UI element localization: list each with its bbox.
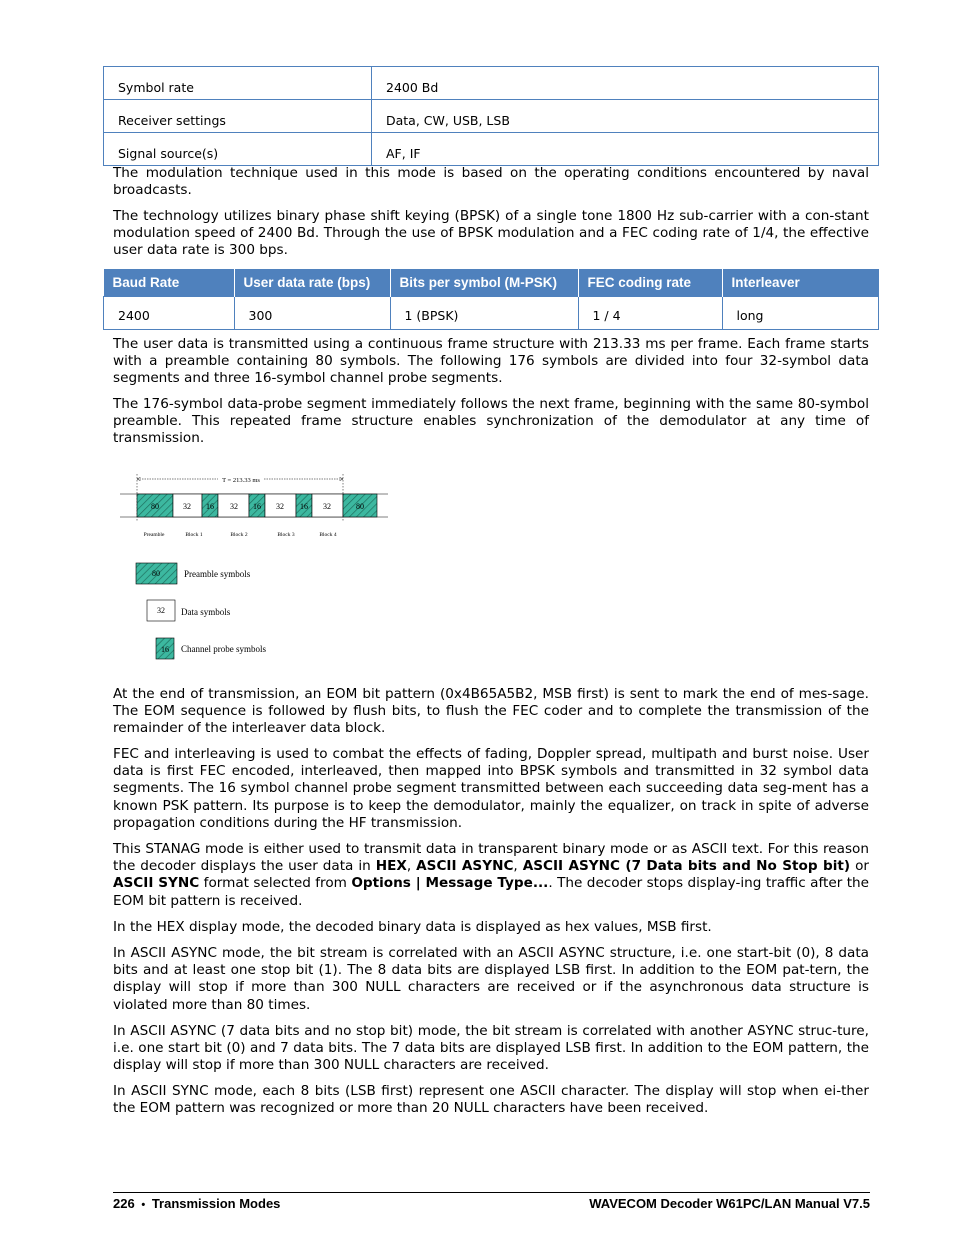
table-cell: Data, CW, USB, LSB [372,100,879,133]
table-cell: Signal source(s) [104,133,372,166]
paragraph: The modulation technique used in this mode is based on the operating conditions encountered by naval broadcasts. [113,165,869,199]
paragraph: In the HEX display mode, the decoded binary data is displayed as hex values, MSB first. [113,919,712,935]
format-ascii-async-7bit: ASCII ASYNC (7 Data bits and No Stop bit) [522,858,851,875]
text-run: or [850,858,869,875]
text-run: , [513,858,523,875]
format-ascii-sync: ASCII SYNC [113,875,200,892]
table-cell: 300 [234,297,390,330]
segment-label: 32 [230,502,238,511]
table-cell: long [722,297,879,330]
paragraph [113,841,869,910]
segment-label: 16 [253,502,261,511]
segment-label: 32 [276,502,284,511]
block-label: Block 2 [230,532,248,538]
column-header: FEC coding rate [578,269,722,297]
footer-divider [113,1192,870,1193]
block-label: Block 3 [277,532,295,538]
section-name: Transmission Modes [151,1196,281,1211]
frame-structure-diagram [120,470,400,660]
column-header: Interleaver [722,269,879,297]
text-run: , [406,858,417,875]
table-cell: Symbol rate [104,67,372,100]
text-run: This STANAG mode is either used to transmit data in transparent binary mode or as ASCII text. For this reason the decoder displays the user data in [113,841,869,875]
footer-left [113,1196,280,1211]
table-cell: 1 / 4 [578,297,722,330]
table-cell: Receiver settings [104,100,372,133]
footer-bullet: • [141,1199,146,1211]
legend-label: Preamble symbols [184,569,251,579]
table-header-row [104,269,879,297]
legend-label: Data symbols [181,607,231,617]
segment-label: 32 [323,502,331,511]
menu-path: Options | Message Type... [351,875,549,892]
block-label: Preamble [143,532,165,538]
format-hex: HEX [375,858,407,875]
paragraph: The user data is transmitted using a continuous frame structure with 213.33 ms per frame. Each frame starts with a preamble containing 80 symbols. The following 176 symbols are divided into four 32-symbol data segments and three 16-symbol channel probe segments. [113,336,869,387]
column-header: Baud Rate [104,269,235,297]
segment-label: 16 [300,502,308,511]
column-header: User data rate (bps) [234,269,390,297]
table-row [104,133,879,166]
segment-label: 80 [356,502,364,511]
table-row [104,100,879,133]
table-cell: AF, IF [372,133,879,166]
paragraph: In ASCII ASYNC (7 data bits and no stop bit) mode, the bit stream is correlated with another ASYNC struc-ture, i.e. one start bit (0) and 7 data bits. The 7 data bits are displayed LSB first. In addition to the EOM pattern, the display will stop if more than 300 NULL characters are received. [113,1023,869,1074]
segment-label: 32 [183,502,191,511]
mode-spec-table [103,66,879,166]
text-run: . The decoder stops display-ing traffic after the EOM bit pattern is received. [113,875,870,909]
paragraph: The technology utilizes binary phase shift keying (BPSK) of a single tone 1800 Hz sub-carrier with a con-stant modulation speed of 2400 Bd. Through the use of BPSK modulation and a FEC coding rate of 1/4, the effective user data rate is 300 bps. [113,208,869,259]
format-ascii-async: ASCII ASYNC [416,858,514,875]
paragraph: FEC and interleaving is used to combat the effects of fading, Doppler spread, multipath and burst noise. User data is first FEC encoded, interleaved, then mapped into BPSK symbols and transmitted in 32 symbol data segments. The 16 symbol channel probe segment transmitted between each succeeding data seg-ment has a known PSK pattern. Its purpose is to keep the demodulator, mainly the equalizer, on track in spite of adverse propagation conditions during the HF transmission. [113,746,869,831]
legend-sample-label: 32 [157,606,165,615]
paragraph: The 176-symbol data-probe segment immediately follows the next frame, beginning with the same 80-symbol preamble. This repeated frame structure enables synchronization of the demodulator at any time of transmission. [113,396,869,447]
block-label: Block 4 [319,532,337,538]
table-cell: 1 (BPSK) [390,297,578,330]
table-row [104,297,879,330]
period-label: T = 213.33 ms [222,477,260,484]
table-cell: 2400 [104,297,235,330]
legend-sample-label: 80 [152,569,160,578]
column-header: Bits per symbol (M-PSK) [390,269,578,297]
segment-label: 16 [206,502,214,511]
table-cell: 2400 Bd [372,67,879,100]
segment-label: 80 [151,502,159,511]
table-row [104,67,879,100]
paragraph: At the end of transmission, an EOM bit pattern (0x4B65A5B2, MSB first) is sent to mark the end of mes-sage. The EOM sequence is followed by flush bits, to flush the FEC coder and to complete the transmission of the remainder of the interleaver data block. [113,686,869,737]
rate-table [103,269,879,330]
page-number: 226 [113,1196,135,1211]
text-run: format selected from [199,875,352,892]
legend-label: Channel probe symbols [181,644,266,654]
manual-title: WAVECOM Decoder W61PC/LAN Manual V7.5 [589,1196,870,1211]
paragraph: In ASCII SYNC mode, each 8 bits (LSB first) represent one ASCII character. The display will stop when ei-ther the EOM pattern was recognized or more than 20 NULL characters have been received. [113,1083,869,1117]
block-label: Block 1 [185,532,203,538]
legend-sample-label: 16 [161,645,169,654]
paragraph: In ASCII ASYNC mode, the bit stream is correlated with an ASCII ASYNC structure, i.e. one start-bit (0), 8 data bits and at least one stop bit (1). The 8 data bits are displayed LSB first. In addition to the EOM pat-tern, the display will stop if more than 300 NULL characters are received or if the asynchronous data structure is violated more than 80 times. [113,945,869,1013]
